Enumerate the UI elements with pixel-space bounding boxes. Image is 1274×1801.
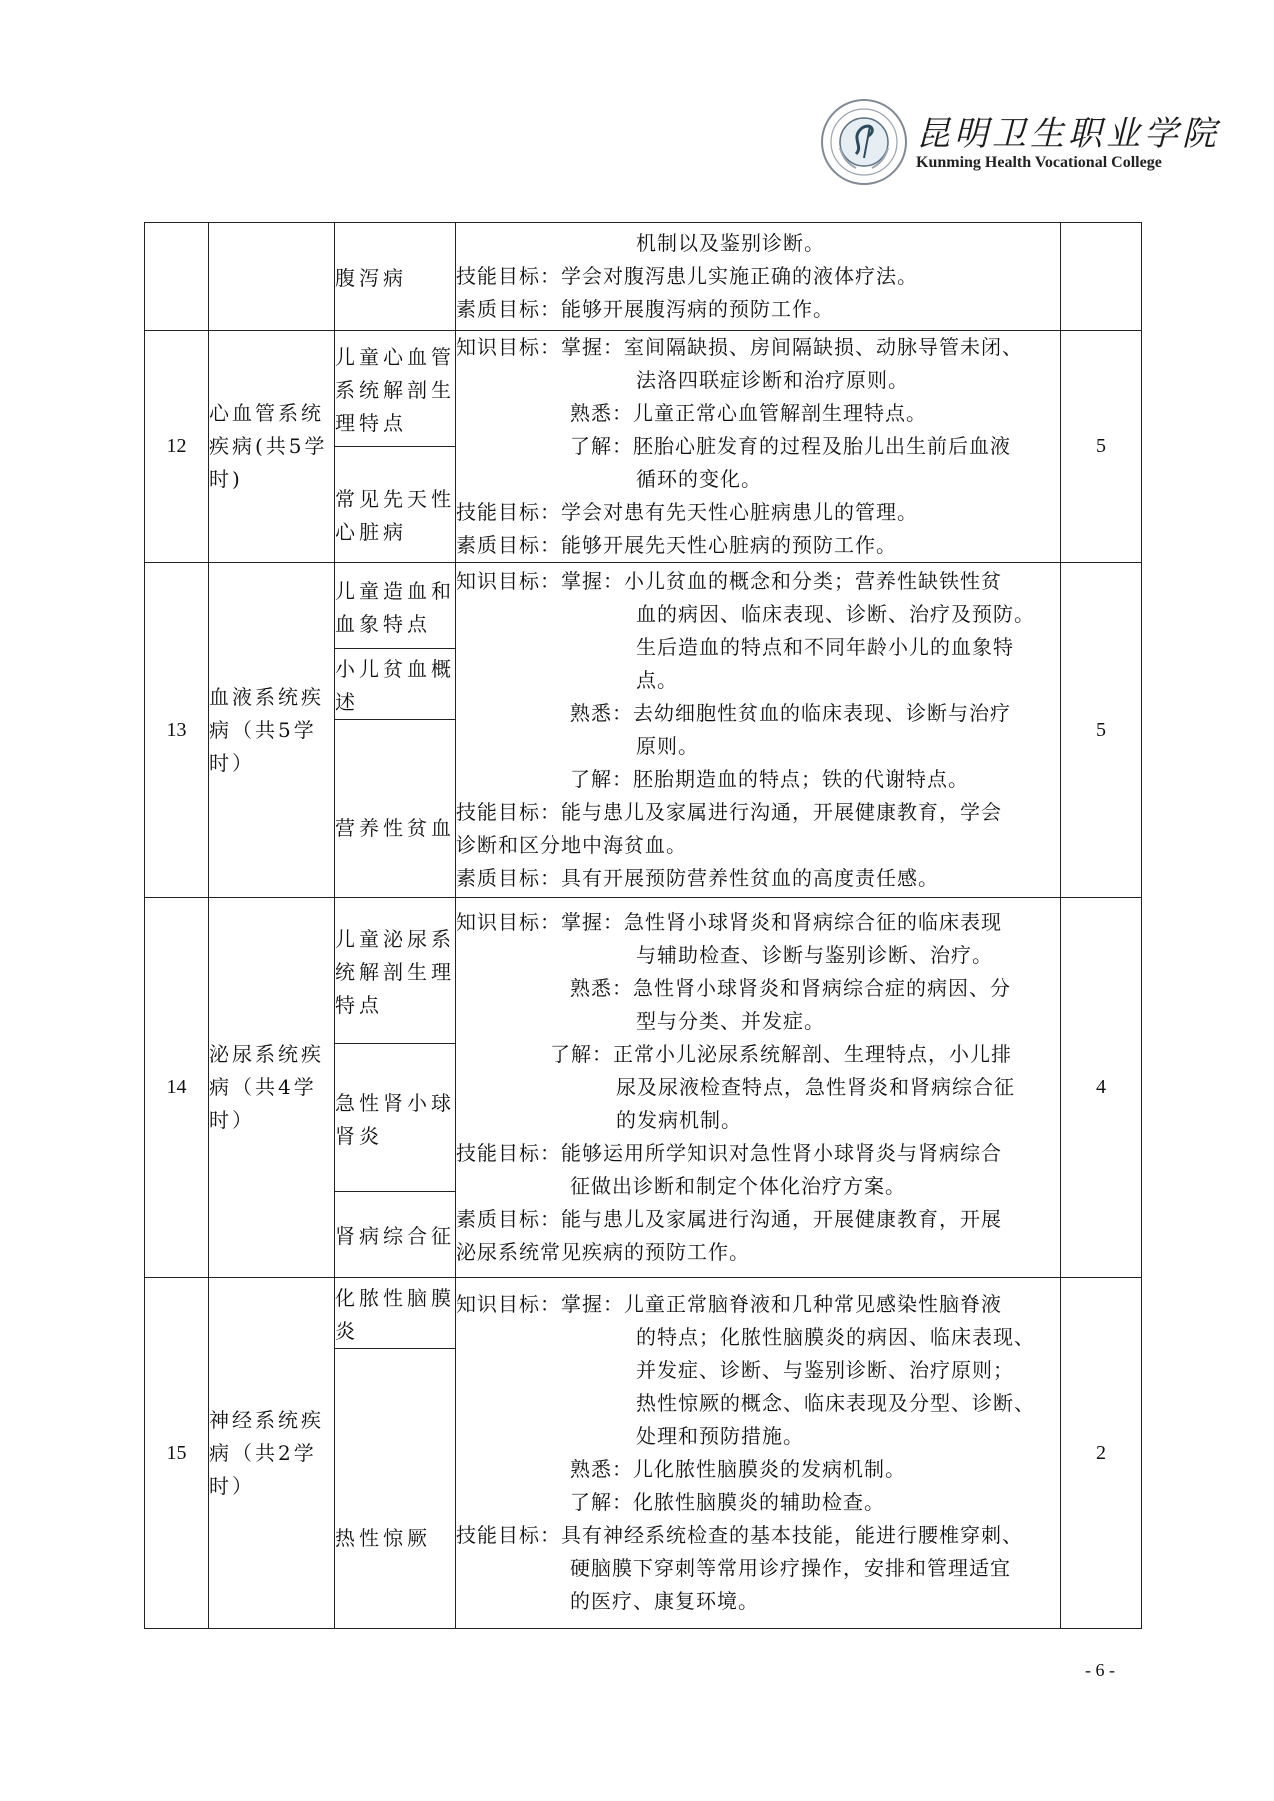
goal-line: 诊断和区分地中海贫血。	[456, 833, 687, 857]
goal-line: 技能目标：学会对患有先天性心脏病患儿的管理。	[456, 500, 918, 524]
goals-cell	[456, 1278, 1061, 1629]
school-header	[820, 98, 1220, 188]
goal-line: 了解：胚胎期造血的特点；铁的代谢特点。	[570, 767, 969, 791]
syllabus-table	[144, 222, 1142, 1629]
goal-line: 熟悉：去幼细胞性贫血的临床表现、诊断与治疗	[570, 701, 1011, 725]
sub-topic	[335, 331, 456, 447]
goal-line: 技能目标：能够运用所学知识对急性肾小球肾炎与肾病综合	[456, 1141, 1002, 1165]
goal-line: 素质目标：能够开展先天性心脏病的预防工作。	[456, 533, 897, 557]
goal-line: 热性惊厥的概念、临床表现及分型、诊断、	[636, 1391, 1035, 1415]
goal-line: 技能目标：学会对腹泻患儿实施正确的液体疗法。	[456, 264, 918, 288]
row-topic: 心血管系统疾病(共5学时)	[209, 331, 335, 563]
goal-line: 型与分类、并发症。	[636, 1009, 825, 1033]
goal-line: 知识目标：掌握：儿童正常脑脊液和几种常见感染性脑脊液	[456, 1292, 1002, 1316]
row-number: 12	[145, 331, 209, 563]
goal-line: 尿及尿液检查特点，急性肾炎和肾病综合征	[616, 1075, 1015, 1099]
sub-topic	[335, 563, 456, 649]
goal-line: 熟悉：急性肾小球肾炎和肾病综合症的病因、分	[570, 976, 1011, 1000]
row-hours: 2	[1061, 1278, 1142, 1629]
sub-topic-label: 肾病综合征	[335, 1224, 455, 1248]
goal-line: 原则。	[636, 734, 699, 758]
goal-line: 泌尿系统常见疾病的预防工作。	[456, 1240, 750, 1264]
sub-topic-label: 急性肾小球肾炎	[335, 1090, 455, 1148]
row-number: 15	[145, 1278, 209, 1629]
sub-topic	[335, 447, 456, 563]
sub-topic-label: 化脓性脑膜炎	[335, 1286, 455, 1343]
table-row	[145, 1278, 1142, 1349]
goal-line: 的特点；化脓性脑膜炎的病因、临床表现、	[636, 1325, 1035, 1349]
goal-line: 硬脑膜下穿刺等常用诊疗操作，安排和管理适宜	[570, 1556, 1011, 1580]
sub-topic	[335, 649, 456, 720]
goal-line: 知识目标：掌握：小儿贫血的概念和分类；营养性缺铁性贫	[456, 569, 1002, 593]
sub-topic	[335, 720, 456, 898]
table-row	[145, 898, 1142, 1044]
goal-line: 知识目标：掌握：急性肾小球肾炎和肾病综合征的临床表现	[456, 910, 1002, 934]
sub-topic-label: 儿童心血管系统解剖生理特点	[335, 345, 455, 435]
goal-line: 生后造血的特点和不同年龄小儿的血象特	[636, 635, 1014, 659]
sub-topic	[335, 223, 456, 331]
sub-topic-label: 热性惊厥	[335, 1526, 431, 1550]
goal-line: 血的病因、临床表现、诊断、治疗及预防。	[636, 602, 1035, 626]
row-hours: 5	[1061, 563, 1142, 898]
goal-line: 机制以及鉴别诊断。	[636, 231, 825, 255]
row-hours	[1061, 223, 1142, 331]
goal-line: 技能目标：具有神经系统检查的基本技能，能进行腰椎穿刺、	[456, 1523, 1023, 1547]
sub-topic	[335, 1192, 456, 1278]
goal-line: 点。	[636, 668, 678, 692]
goals-cell	[456, 563, 1061, 898]
goal-line: 了解：胚胎心脏发育的过程及胎儿出生前后血液	[570, 434, 1011, 458]
goal-line: 熟悉：儿化脓性脑膜炎的发病机制。	[570, 1457, 906, 1481]
goal-line: 与辅助检查、诊断与鉴别诊断、治疗。	[636, 943, 993, 967]
table-row	[145, 331, 1142, 447]
page-number: - 6 -	[1085, 1660, 1115, 1680]
sub-topic-label: 常见先天性心脏病	[335, 486, 455, 544]
goal-line: 知识目标：掌握：室间隔缺损、房间隔缺损、动脉导管未闭、	[456, 335, 1023, 359]
goal-line: 熟悉：儿童正常心血管解剖生理特点。	[570, 401, 927, 425]
sub-topic-label: 儿童造血和血象特点	[335, 578, 455, 636]
goals-cell	[456, 223, 1061, 331]
goal-line: 循环的变化。	[636, 467, 762, 491]
goal-line: 并发症、诊断、与鉴别诊断、治疗原则；	[636, 1358, 1014, 1382]
table-row	[145, 563, 1142, 649]
sub-topic-label: 腹泻病	[335, 266, 407, 290]
row-hours: 5	[1061, 331, 1142, 563]
goal-line: 征做出诊断和制定个体化治疗方案。	[570, 1174, 906, 1198]
row-topic: 神经系统疾病（共2学时）	[209, 1278, 335, 1629]
goal-line: 的医疗、康复环境。	[570, 1589, 759, 1613]
goal-line: 了解：正常小儿泌尿系统解剖、生理特点，小儿排	[550, 1042, 1012, 1066]
row-topic: 血液系统疾病（共5学时）	[209, 563, 335, 898]
school-name-cn: 昆明卫生职业学院	[916, 114, 1220, 154]
goal-line: 的发病机制。	[616, 1108, 742, 1132]
goal-line: 处理和预防措施。	[636, 1424, 804, 1448]
goals-cell	[456, 331, 1061, 563]
school-seal-logo	[820, 98, 908, 186]
goal-line: 了解：化脓性脑膜炎的辅助检查。	[570, 1490, 885, 1514]
table-row	[145, 223, 1142, 331]
row-number: 13	[145, 563, 209, 898]
sub-topic	[335, 1044, 456, 1192]
sub-topic-label: 小儿贫血概述	[335, 657, 455, 714]
sub-topic-label: 营养性贫血	[335, 816, 455, 840]
goal-line: 素质目标：具有开展预防营养性贫血的高度责任感。	[456, 866, 939, 890]
goal-line: 法洛四联症诊断和治疗原则。	[636, 368, 909, 392]
goals-cell	[456, 898, 1061, 1278]
sub-topic	[335, 1349, 456, 1629]
goal-line: 技能目标：能与患儿及家属进行沟通，开展健康教育，学会	[456, 800, 1002, 824]
row-hours: 4	[1061, 898, 1142, 1278]
school-name-en: Kunming Health Vocational College	[916, 154, 1162, 171]
sub-topic-label: 儿童泌尿系统解剖生理特点	[335, 927, 455, 1017]
row-topic: 泌尿系统疾病（共4学时）	[209, 898, 335, 1278]
sub-topic	[335, 898, 456, 1044]
goal-line: 素质目标：能够开展腹泻病的预防工作。	[456, 297, 834, 321]
row-number	[145, 223, 209, 331]
row-topic	[209, 223, 335, 331]
sub-topic	[335, 1278, 456, 1349]
goal-line: 素质目标：能与患儿及家属进行沟通，开展健康教育，开展	[456, 1207, 1002, 1231]
row-number: 14	[145, 898, 209, 1278]
